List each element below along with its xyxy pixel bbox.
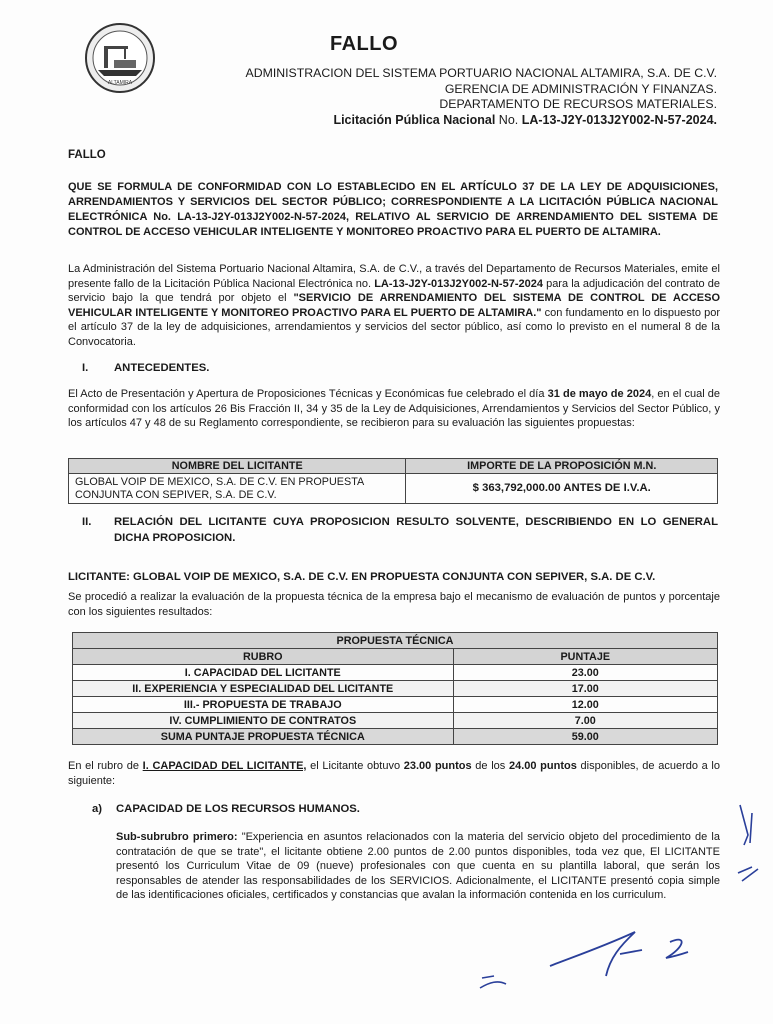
- score-cell: 17.00: [453, 681, 717, 697]
- port-seal-logo: [84, 22, 156, 94]
- table-row-total: [73, 729, 718, 745]
- licitacion-number: LA-13-J2Y-013J2Y002-N-57-2024.: [521, 112, 717, 127]
- score-cell: 7.00: [453, 713, 717, 729]
- paragraph-capacidad: [68, 759, 720, 788]
- text-run-bold: LA-13-J2Y-013J2Y002-N-57-2024: [374, 277, 543, 290]
- paragraph-intro: [68, 262, 720, 349]
- section-title: ANTECEDENTES.: [114, 362, 210, 374]
- header-management: GERENCIA DE ADMINISTRACIÓN Y FINANZAS.: [444, 81, 717, 96]
- subsection-recursos-humanos: [92, 803, 360, 815]
- bids-table: [68, 458, 718, 504]
- signature-scribble: [470, 918, 710, 998]
- document-header: [246, 66, 717, 128]
- score-cell: 23.00: [453, 665, 717, 681]
- subsection-title: CAPACIDAD DE LOS RECURSOS HUMANOS.: [116, 803, 360, 815]
- rubro-cell: SUMA PUNTAJE PROPUESTA TÉCNICA: [73, 729, 454, 745]
- rubro-cell: IV. CUMPLIMIENTO DE CONTRATOS: [73, 713, 454, 729]
- text-run-bold: 31 de mayo de 2024: [547, 388, 652, 400]
- table-row: [69, 474, 718, 504]
- paragraph-antecedentes: [68, 387, 720, 431]
- licitacion-no-label: No.: [498, 112, 519, 127]
- bidder-name-cell: GLOBAL VOIP DE MEXICO, S.A. DE C.V. EN PROPUESTA CONJUNTA CON SEPIVER, S.A. DE C.V.: [69, 474, 406, 504]
- header-entity: ADMINISTRACION DEL SISTEMA PORTUARIO NACIONAL ALTAMIRA, S.A. DE C.V.: [245, 66, 717, 80]
- text-run-bold: 23.00 puntos: [403, 760, 472, 772]
- section-number: I.: [82, 362, 89, 374]
- table-header: PUNTAJE: [453, 649, 717, 665]
- section-number: II.: [82, 516, 92, 528]
- rubro-cell: I. CAPACIDAD DEL LICITANTE: [73, 665, 454, 681]
- text-run: En el rubro de: [68, 760, 143, 772]
- table-row: [73, 681, 718, 697]
- text-run-bold: Sub-subrubro primero:: [116, 831, 238, 843]
- licitacion-label: Licitación Pública Nacional: [333, 112, 496, 127]
- rubro-cell: III.- PROPUESTA DE TRABAJO: [73, 697, 454, 713]
- text-run: , en el cual de conformidad con los artículos 26 Bis Fracción II, 34 y 35 de la Ley de Adquisiciones, Arrendamientos y Servicios del Sector Público, y los artículos 47 y 48 de su Reglamento correspondiente, se recibieron para su evaluación las siguientes propuestas:: [68, 388, 721, 429]
- table-row: [73, 713, 718, 729]
- text-run-bold: I. CAPACIDAD DEL LICITANTE,: [142, 760, 307, 772]
- technical-proposal-table: [72, 632, 718, 745]
- logo-text: ALTAMIRA: [107, 80, 133, 86]
- score-cell: 59.00: [453, 729, 717, 745]
- text-run: disponibles, de acuerdo a lo siguiente:: [68, 760, 720, 787]
- bid-amount-cell: $ 363,792,000.00 ANTES DE I.V.A.: [406, 474, 718, 504]
- fallo-label: FALLO: [68, 149, 106, 161]
- text-run-bold: "SERVICIO DE ARRENDAMIENTO DEL SISTEMA DE CONTROL DE ACCESO VEHICULAR INTELIGENTE Y MONITOREO PROACTIVO PARA EL PUERTO DE ALTAMIRA.": [68, 292, 720, 319]
- text-run: para la adjudicación del contrato de servicio bajo la que tendrá por objeto el: [68, 277, 720, 304]
- header-department: DEPARTAMENTO DE RECURSOS MATERIALES.: [439, 97, 717, 112]
- table-title: PROPUESTA TÉCNICA: [73, 633, 718, 649]
- section-relacion: [82, 515, 718, 546]
- section-title: RELACIÓN DEL LICITANTE CUYA PROPOSICION RESULTO SOLVENTE, DESCRIBIENDO EN LO GENERAL DICHA PROPOSICION.: [114, 516, 718, 544]
- document-title: FALLO: [330, 33, 399, 55]
- table-header: RUBRO: [73, 649, 454, 665]
- section-antecedentes: [82, 362, 209, 374]
- subsection-letter: a): [92, 803, 103, 815]
- licitante-heading: LICITANTE: GLOBAL VOIP DE MEXICO, S.A. DE C.V. EN PROPUESTA CONJUNTA CON SEPIVER, S.A. DE C.V.: [68, 571, 656, 583]
- table-header: NOMBRE DEL LICITANTE: [69, 459, 406, 474]
- rubro-cell: II. EXPERIENCIA Y ESPECIALIDAD DEL LICITANTE: [73, 681, 454, 697]
- paragraph-subsubrubro: [116, 830, 720, 903]
- text-run: El Acto de Presentación y Apertura de Proposiciones Técnicas y Económicas fue celebrado el día: [68, 388, 548, 400]
- text-run: el Licitante obtuvo: [306, 760, 404, 772]
- header-licitacion: [246, 113, 717, 129]
- text-run: La Administración del Sistema Portuario Nacional Altamira, S.A. de C.V., a través del Departamento de Recursos Materiales, emite el presente fallo de la Licitación Pública Nacional Electrónica no.: [68, 263, 720, 290]
- text-run-bold: 24.00 puntos: [508, 760, 577, 772]
- score-cell: 12.00: [453, 697, 717, 713]
- paragraph-evaluation: Se procedió a realizar la evaluación de la propuesta técnica de la empresa bajo el mecanismo de evaluación de puntos y porcentaje con los siguientes resultados:: [68, 591, 720, 618]
- text-run: de los: [471, 760, 509, 772]
- intro-statement: QUE SE FORMULA DE CONFORMIDAD CON LO ESTABLECIDO EN EL ARTÍCULO 37 DE LA LEY DE ADQUISICIONES, ARRENDAMIENTOS Y SERVICIOS DEL SECTOR PÚBLICO; CORRESPONDIENTE A LA LICITACIÓN PÚBLICA NACIONAL ELECTRÓNICA No. LA-13-J2Y-013J2Y002-N-57-2024, RELATIVO AL SERVICIO DE ARRENDAMIENTO DEL SISTEMA DE CONTROL DE ACCESO VEHICULAR INTELIGENTE Y MONITOREO PROACTIVO PARA EL PUERTO DE ALTAMIRA.: [68, 181, 718, 238]
- table-row: [73, 697, 718, 713]
- text-run: con fundamento en lo dispuesto por el artículo 37 de la ley de adquisiciones, arrendamientos y servicios del sector público, así como lo previsto en el numeral 8 de la Convocatoria.: [68, 306, 720, 348]
- text-run: "Experiencia en asuntos relacionados con la materia del servicio objeto del procedimiento de la contratación de que se trate", el licitante obtiene 2.00 puntos de 2.00 puntos disponibles, toda vez que, El LICITANTE presentó los Curriculum Vitae de 09 (nueve) profesionales con que cuenta en su plantilla laboral, que serán los responsables de atender las responsabilidades de los SERVICIOS. Adicionalmente, el LICITANTE presentó copia simple de las identificaciones oficiales, certificados y constancias que avalan la información contenida en los curriculum.: [116, 831, 720, 901]
- table-row: [73, 665, 718, 681]
- initials-signature-margin: [730, 795, 770, 895]
- table-header: IMPORTE DE LA PROPOSICIÓN M.N.: [406, 459, 718, 474]
